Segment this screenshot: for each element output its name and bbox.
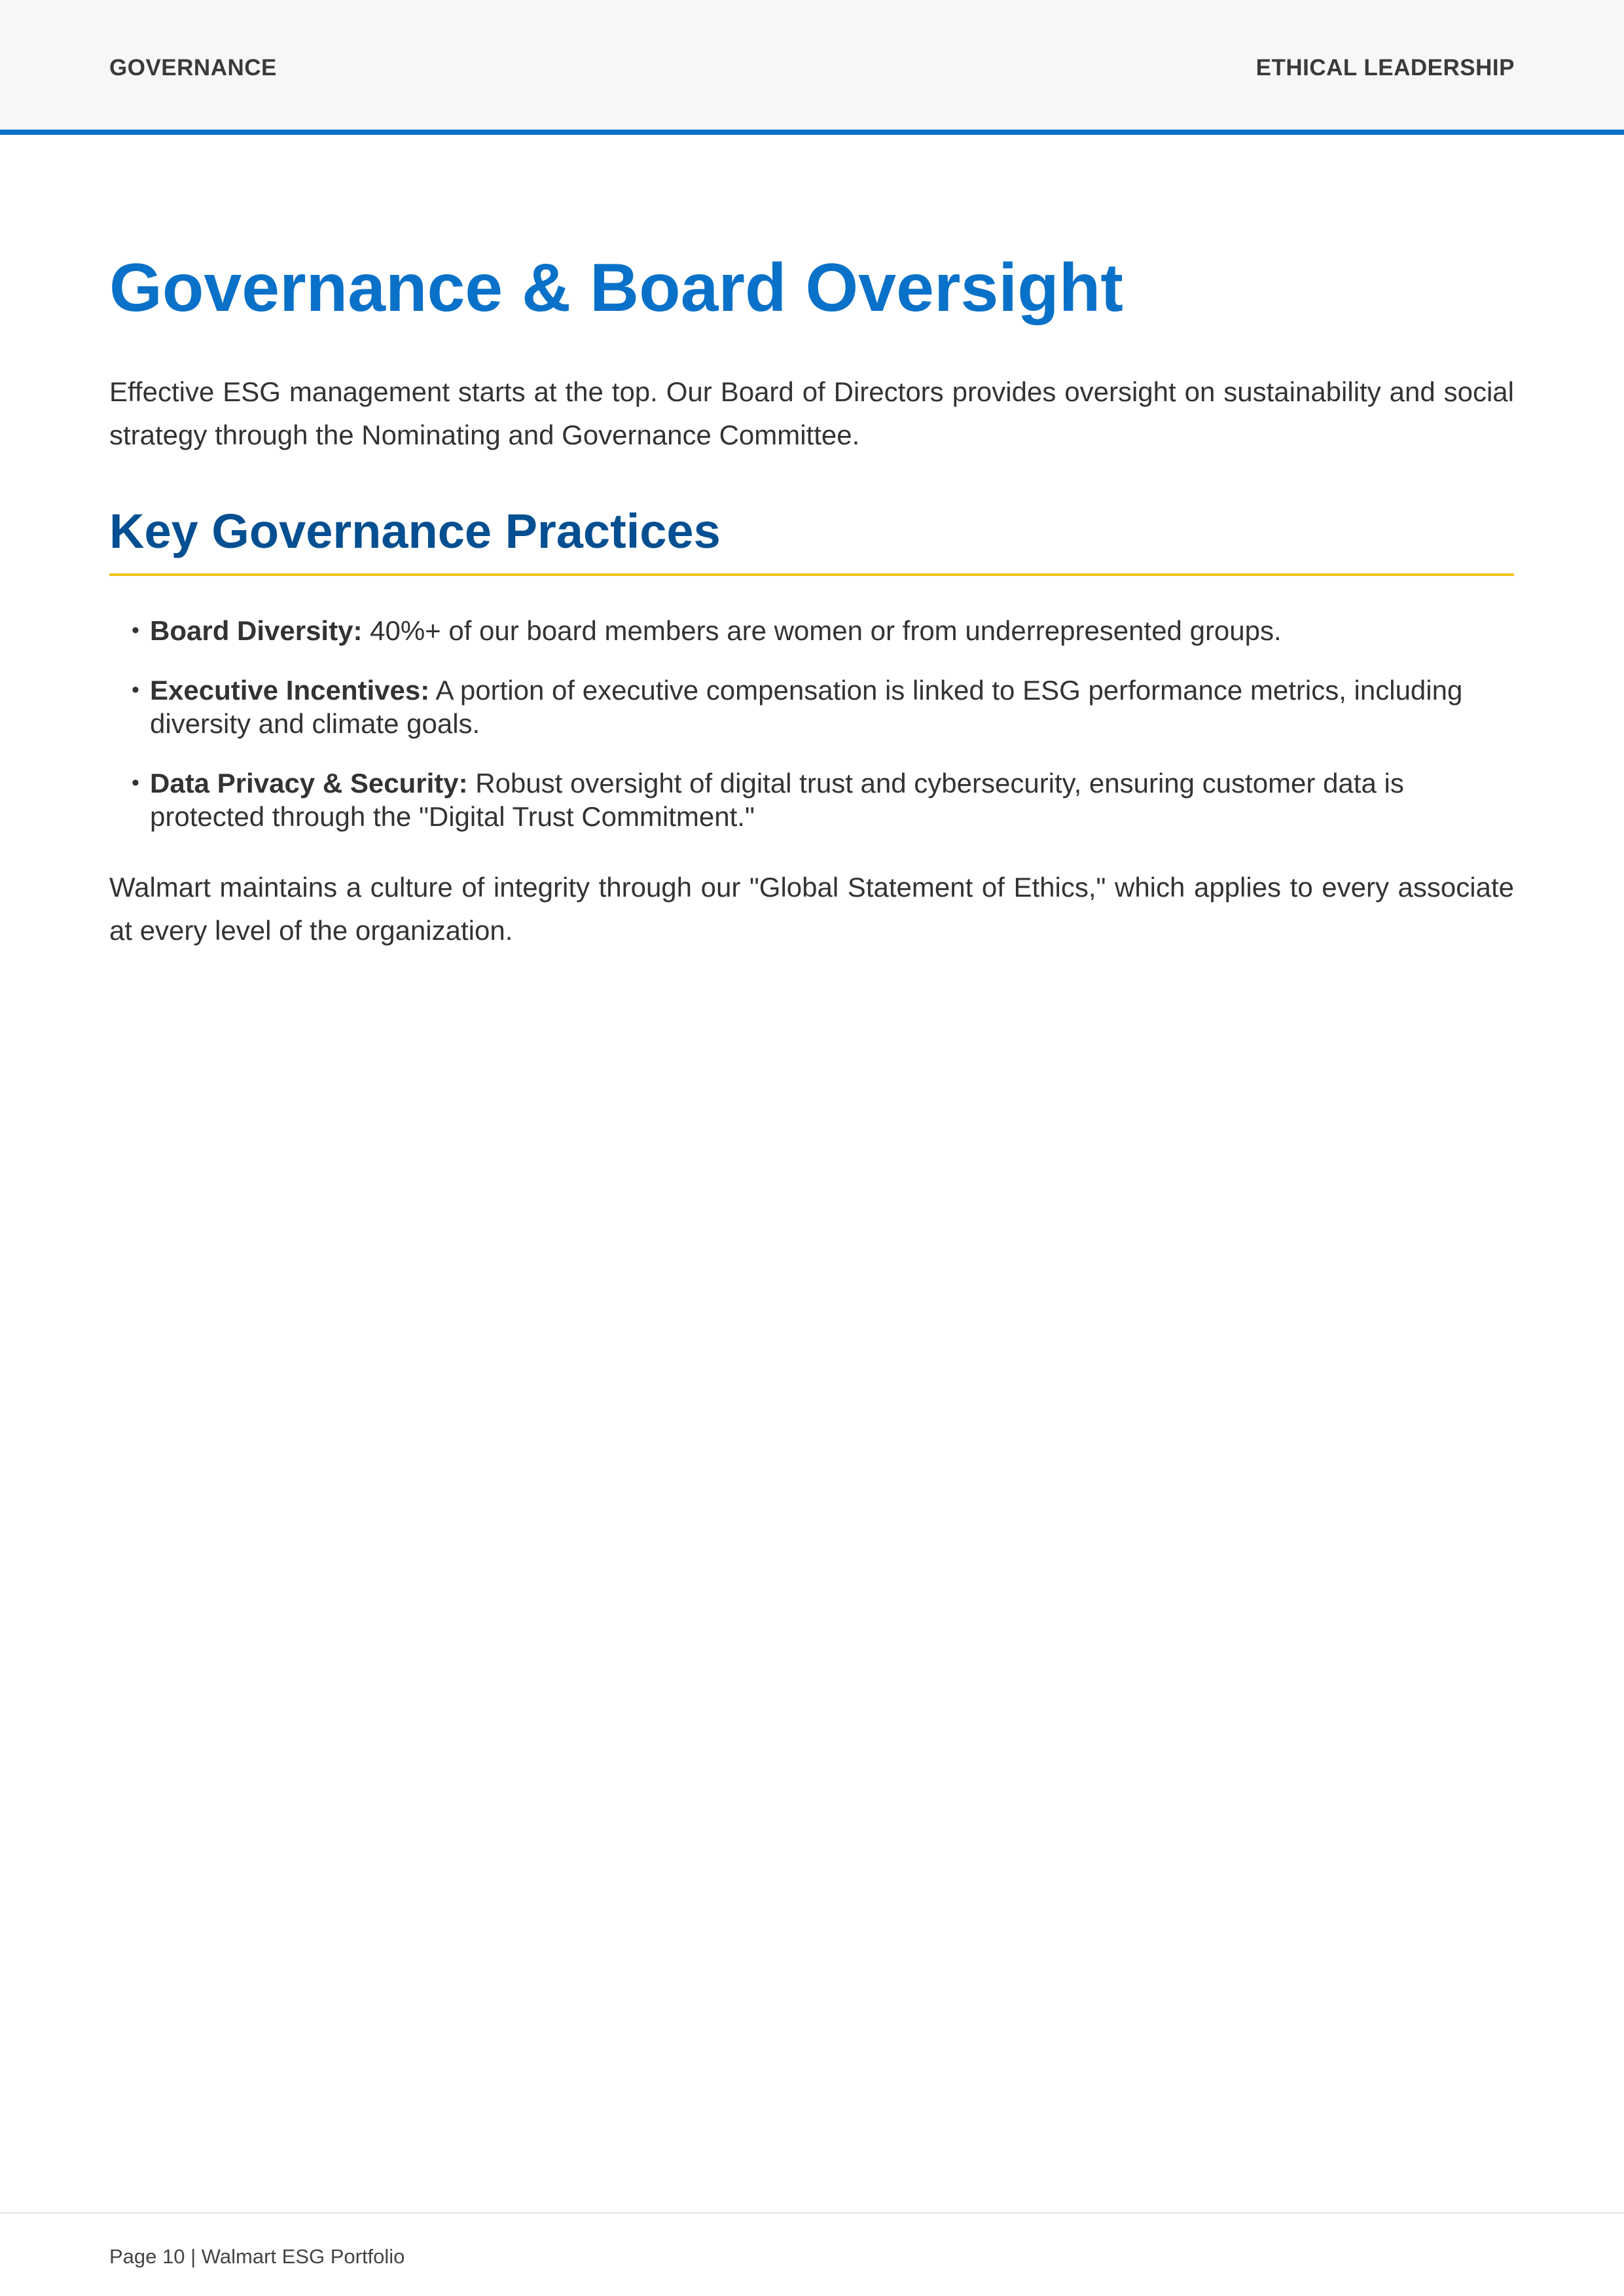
list-item bbox=[109, 614, 1514, 647]
list-item bbox=[109, 766, 1514, 833]
bullet-icon: • bbox=[132, 677, 139, 702]
page-header bbox=[0, 0, 1624, 135]
bullet-icon: • bbox=[132, 618, 139, 643]
header-section-label: GOVERNANCE bbox=[109, 55, 277, 81]
list-item-label: Data Privacy & Security: bbox=[150, 768, 468, 798]
list-item-label: Board Diversity: bbox=[150, 615, 363, 646]
header-theme-label: ETHICAL LEADERSHIP bbox=[1255, 55, 1515, 81]
section-title: Key Governance Practices bbox=[109, 499, 1514, 576]
list-item-text: Robust oversight of digital trust and cybersecurity, ensuring customer data is protected through the "Digital Trust Commitment." bbox=[150, 768, 1404, 832]
practice-list bbox=[109, 614, 1514, 833]
page-title: Governance & Board Oversight bbox=[109, 250, 1123, 326]
footer-page-label: Page 10 | Walmart ESG Portfolio bbox=[109, 2245, 405, 2268]
list-item bbox=[109, 673, 1514, 740]
bullet-icon: • bbox=[132, 770, 139, 795]
list-item-text: 40%+ of our board members are women or from underrepresented groups. bbox=[362, 615, 1282, 646]
list-item-label: Executive Incentives: bbox=[150, 675, 430, 706]
page-footer bbox=[0, 2212, 1624, 2296]
intro-paragraph: Effective ESG management starts at the top. Our Board of Directors provides oversight on sustainability and social strategy through the Nominating and Governance Committee. bbox=[109, 376, 1514, 450]
closing-paragraph: Walmart maintains a culture of integrity through our "Global Statement of Ethics," which applies to every associate at every level of the organization. bbox=[109, 872, 1514, 946]
list-item-text: A portion of executive compensation is linked to ESG performance metrics, including diversity and climate goals. bbox=[150, 675, 1463, 739]
main-content bbox=[109, 242, 1514, 952]
